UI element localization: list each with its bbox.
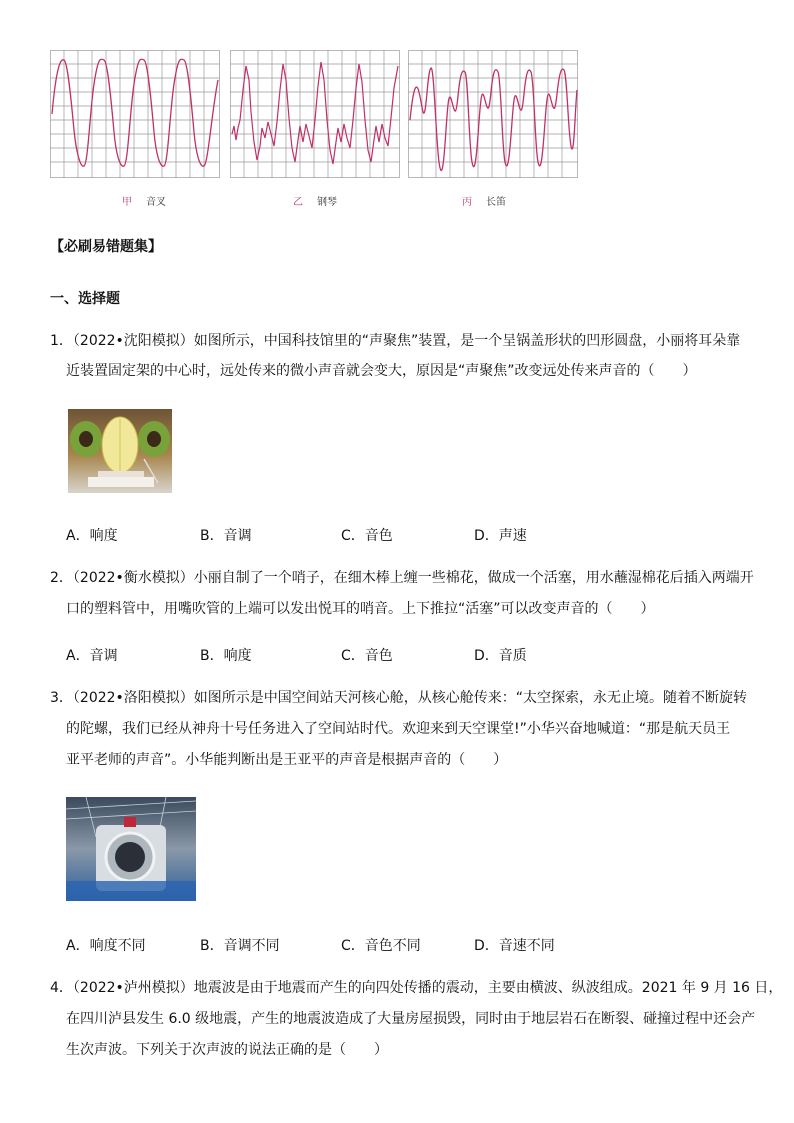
question-1-option-a[interactable]: A．响度 xyxy=(66,528,118,544)
question-1-line-1: 1．（2022•沈阳模拟）如图所示，中国科技馆里的“声聚焦”装置，是一个呈锅盖形状的凹形圆盘，小丽将耳朵靠 xyxy=(50,333,741,349)
waveform-panel-piano xyxy=(230,50,400,178)
question-1-option-d[interactable]: D．声速 xyxy=(474,528,527,544)
waveform-panel-flute xyxy=(408,50,578,178)
question-1-line-2: 近装置固定架的中心时，远处传来的微小声音就会变大，原因是“声聚焦”改变远处传来声音的（ ） xyxy=(66,363,697,379)
question-3-option-a[interactable]: A．响度不同 xyxy=(66,938,146,954)
caption-tuning-fork xyxy=(122,193,166,208)
question-4-line-1: 4．（2022•泸州模拟）地震波是由于地震而产生的向四处传播的震动，主要由横波、纵波组成。2021 年 9 月 16 日， xyxy=(50,980,783,996)
section-title: 【必刷易错题集】 xyxy=(50,239,162,255)
caption-instrument: 长笛 xyxy=(486,197,506,208)
question-3-option-c[interactable]: C．音色不同 xyxy=(341,938,421,954)
question-2-option-c[interactable]: C．音色 xyxy=(341,648,393,664)
flute-wave xyxy=(410,68,577,171)
question-1-option-c[interactable]: C．音色 xyxy=(341,528,393,544)
grid xyxy=(50,50,220,178)
question-2-option-b[interactable]: B．响度 xyxy=(200,648,252,664)
question-2-line-2: 口的塑料管中，用嘴吹管的上端可以发出悦耳的哨音。上下推拉“活塞”可以改变声音的（ ） xyxy=(66,601,655,617)
question-3-line-2: 的陀螺，我们已经从神舟十号任务进入了空间站时代。欢迎来到天空课堂!”小华兴奋地喊道：“那是航天员王 xyxy=(66,721,731,737)
part-title: 一、选择题 xyxy=(50,291,120,307)
caption-letter: 甲 xyxy=(122,197,132,208)
question-3-option-d[interactable]: D．音速不同 xyxy=(474,938,555,954)
question-3-line-1: 3．（2022•洛阳模拟）如图所示是中国空间站天河核心舱，从核心舱传来：“太空探索，永无止境。随着不断旋转 xyxy=(50,690,748,706)
caption-instrument: 钢琴 xyxy=(317,197,337,208)
caption-letter: 丙 xyxy=(462,197,472,208)
sound-focus-photo xyxy=(68,409,172,493)
question-2-option-a[interactable]: A．音调 xyxy=(66,648,118,664)
question-3-line-3: 亚平老师的声音”。小华能判断出是王亚平的声音是根据声音的（ ） xyxy=(66,752,508,768)
space-station-photo xyxy=(66,797,196,901)
caption-instrument: 音叉 xyxy=(146,197,166,208)
waveform-panel-tuning-fork xyxy=(50,50,220,178)
caption-piano xyxy=(293,193,337,208)
question-2-option-d[interactable]: D．音质 xyxy=(474,648,527,664)
piano-wave xyxy=(232,62,398,164)
question-2-line-1: 2．（2022•衡水模拟）小丽自制了一个哨子，在细木棒上缠一些棉花，做成一个活塞，用水蘸湿棉花后插入两端开 xyxy=(50,570,754,586)
caption-flute xyxy=(462,193,506,208)
caption-letter: 乙 xyxy=(293,197,303,208)
question-3-option-b[interactable]: B．音调不同 xyxy=(200,938,280,954)
question-4-line-3: 生次声波。下列关于次声波的说法正确的是（ ） xyxy=(66,1042,388,1058)
grid xyxy=(408,50,578,178)
question-1-option-b[interactable]: B．音调 xyxy=(200,528,252,544)
tuning-fork-wave xyxy=(52,59,218,166)
question-4-line-2: 在四川泸县发生 6.0 级地震，产生的地震波造成了大量房屋损毁，同时由于地层岩石在断裂、碰撞过程中还会产 xyxy=(66,1011,756,1027)
